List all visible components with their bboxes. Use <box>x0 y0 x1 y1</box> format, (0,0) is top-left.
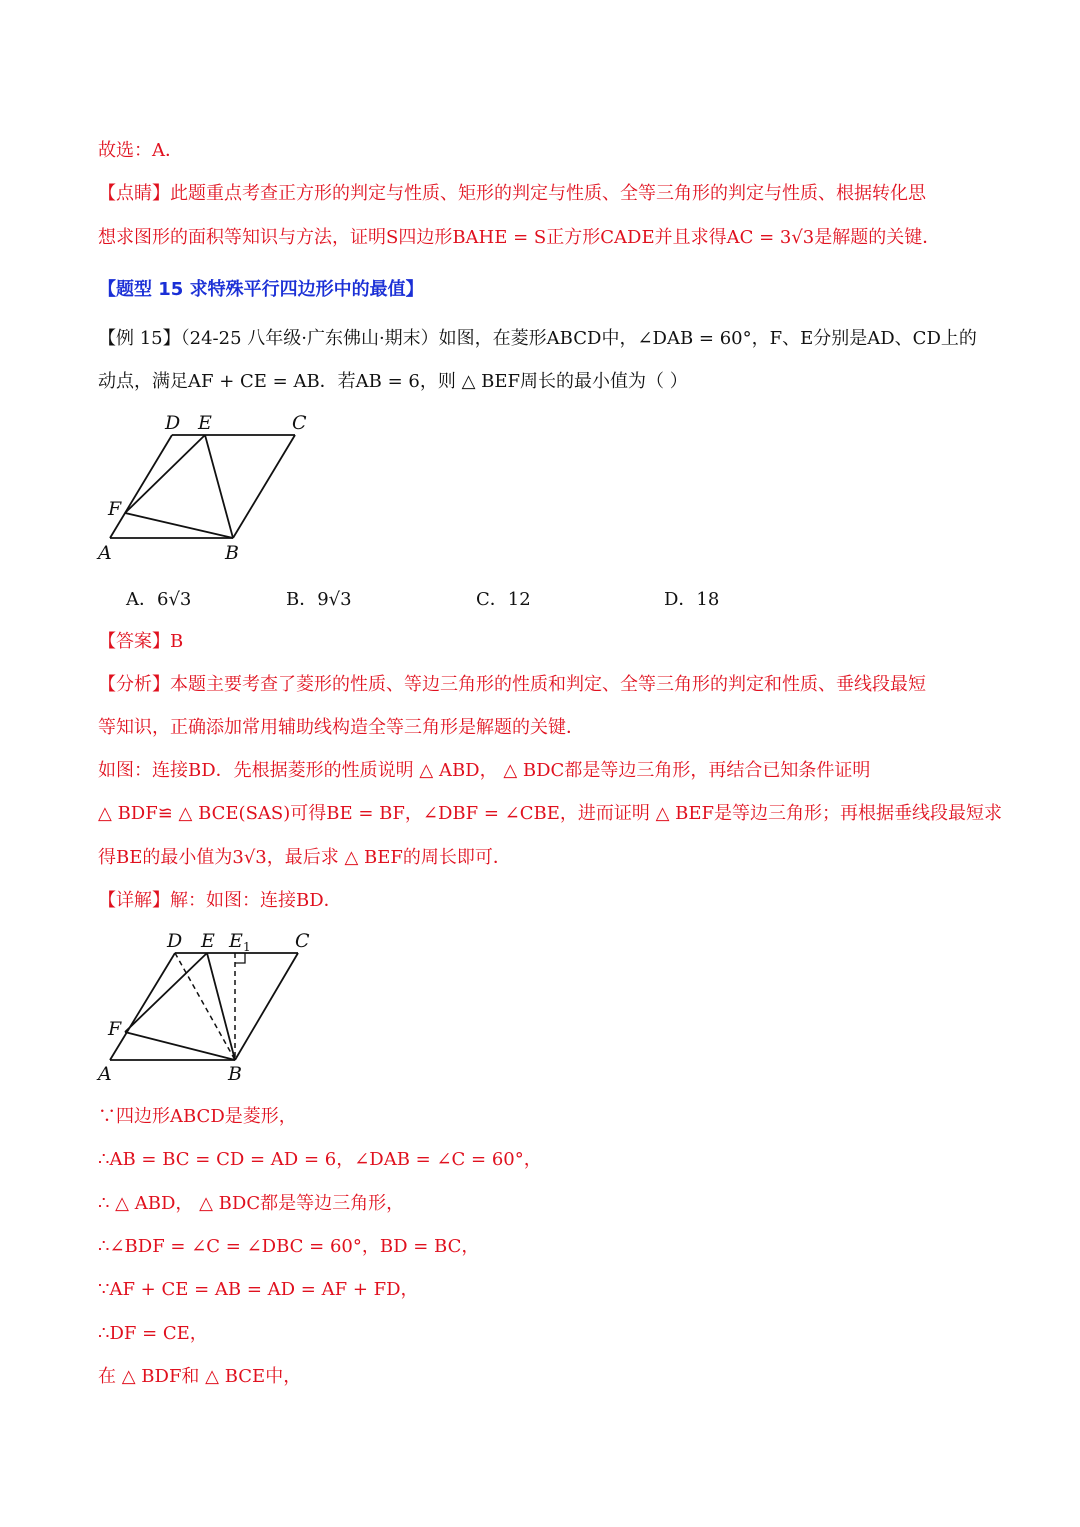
proof-line-3: ∴ △ ABD， △ BDC都是等边三角形， <box>98 1193 405 1214</box>
right-angle-mark <box>235 953 245 963</box>
analysis-line-4: △ BDF≌ △ BCE(SAS)可得BE = BF，∠DBF = ∠CBE，进而证明 △ BEF是等边三角形；再根据垂线段最短求 <box>98 803 1002 824</box>
analysis-line-3: 如图：连接BD．先根据菱形的性质说明 △ ABD， △ BDC都是等边三角形，再结合已知条件证明 <box>98 760 871 781</box>
proof-line-1: ∵四边形ABCD是菱形， <box>98 1106 297 1127</box>
proof-line-2: ∴AB = BC = CD = AD = 6，∠DAB = ∠C = 60°， <box>98 1149 542 1170</box>
proof-line-7: 在 △ BDF和 △ BCE中， <box>98 1366 302 1387</box>
analysis-line-2: 等知识，正确添加常用辅助线构造全等三角形是解题的关键． <box>98 717 584 738</box>
dashed-db <box>175 953 235 1060</box>
label-f: F <box>108 498 122 520</box>
analysis-line-1: 【分析】本题主要考查了菱形的性质、等边三角形的性质和判定、全等三角形的判定和性质、垂线段最短 <box>98 674 926 695</box>
option-c: C．12 <box>476 589 531 610</box>
edge-cb <box>235 953 298 1060</box>
label-c: C <box>292 412 307 434</box>
option-b: B．9√3 <box>286 589 352 610</box>
label-a: A <box>98 542 112 564</box>
edge-cb <box>233 435 295 538</box>
comment-line-2: 想求图形的面积等知识与方法，证明S四边形BAHE = S正方形CADE并且求得AC = 3√3是解题的关键． <box>98 227 941 248</box>
label-b: B <box>225 542 239 564</box>
segment-fe <box>125 953 207 1032</box>
rhombus-figure-2 <box>95 925 335 1090</box>
proof-line-6: ∴DF = CE， <box>98 1323 208 1344</box>
edge-ad <box>110 953 175 1060</box>
segment-eb <box>207 953 235 1060</box>
proof-line-4: ∴∠BDF = ∠C = ∠DBC = 60°，BD = BC， <box>98 1236 480 1257</box>
label-e1: E <box>229 930 243 952</box>
proof-line-5: ∵AF + CE = AB = AD = AF + FD， <box>98 1279 419 1300</box>
previous-answer-line: 故选：A． <box>98 140 183 161</box>
label-d: D <box>167 930 183 952</box>
rhombus-figure-1 <box>95 405 325 570</box>
option-a: A．6√3 <box>126 589 192 610</box>
label-d: D <box>165 412 181 434</box>
label-e1-subscript: 1 <box>243 940 251 954</box>
label-e: E <box>198 412 212 434</box>
comment-line-1: 【点睛】此题重点考查正方形的判定与性质、矩形的判定与性质、全等三角形的判定与性质、根据转化思 <box>98 183 926 204</box>
label-e: E <box>201 930 215 952</box>
answer-line: 【答案】B <box>98 631 184 652</box>
label-c: C <box>295 930 310 952</box>
segment-eb <box>205 435 233 538</box>
analysis-line-5: 得BE的最小值为3√3，最后求 △ BEF的周长即可． <box>98 847 511 868</box>
label-b: B <box>228 1063 242 1085</box>
segment-fb <box>125 1032 235 1060</box>
label-a: A <box>98 1063 112 1085</box>
detail-line: 【详解】解：如图：连接BD． <box>98 890 342 911</box>
option-d: D．18 <box>664 589 720 610</box>
label-f: F <box>108 1018 122 1040</box>
section-title: 【题型 15 求特殊平行四边形中的最值】 <box>98 279 424 300</box>
question-line-2: 动点，满足AF + CE = AB．若AB = 6，则 △ BEF周长的最小值为（ ） <box>98 371 688 392</box>
segment-fb <box>125 513 233 538</box>
question-line-1: 【例 15】（24-25 八年级·广东佛山·期末）如图，在菱形ABCD中，∠DAB = 60°，F、E分别是AD、CD上的 <box>98 328 977 349</box>
